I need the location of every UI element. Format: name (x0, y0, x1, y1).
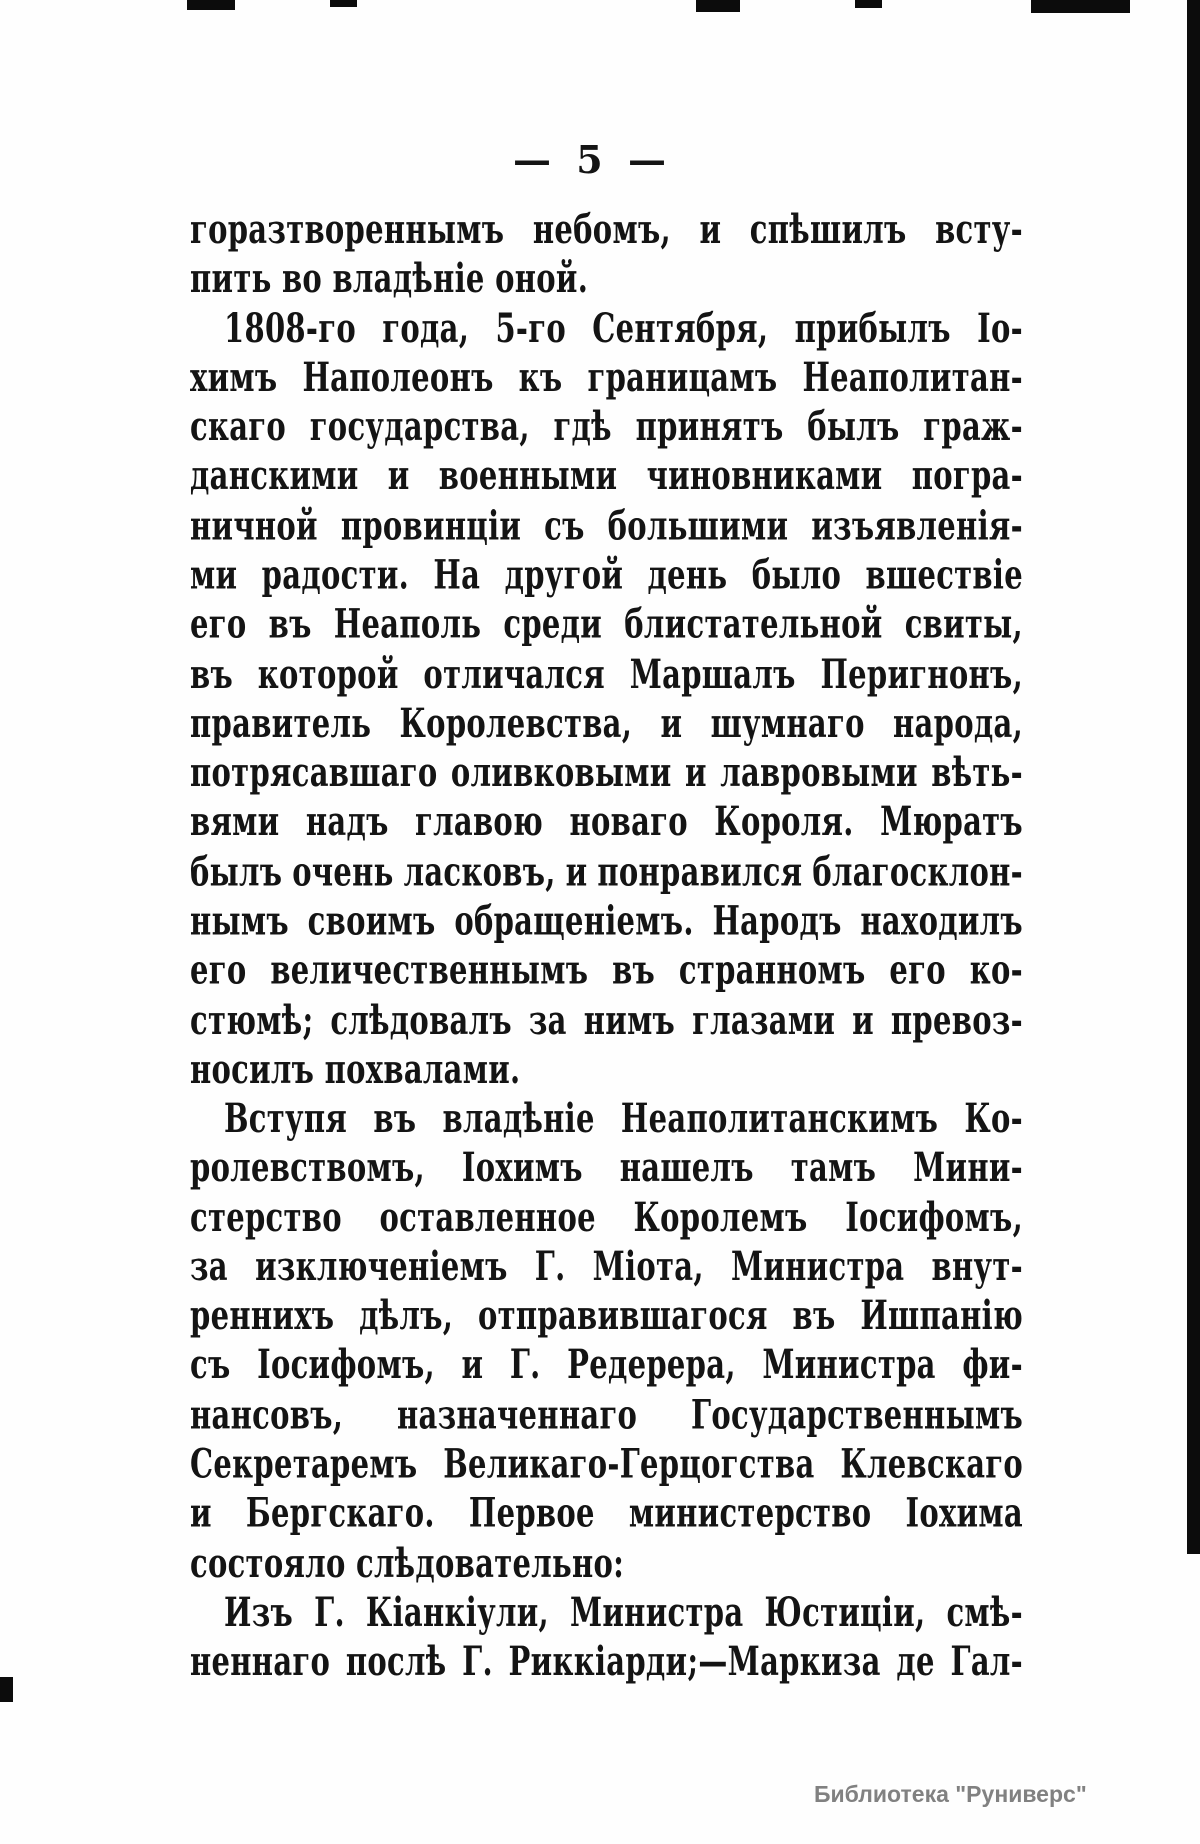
text-line: неннаго послѣ Г. Риккіарди;—Маркиза де Гал- (190, 1637, 1023, 1686)
text-line: носилъ похвалами. (190, 1044, 521, 1093)
page-text-block (190, 205, 1023, 1687)
scan-edge-mark (1187, 0, 1200, 1554)
text-line: Вступя въ владѣніе Неаполитанскимъ Ко- (224, 1094, 1023, 1142)
text-line: потрясавшаго оливковыми и лавровыми вѣть- (190, 748, 1023, 796)
text-line: ми радости. На другой день было вшествіе (190, 550, 1023, 599)
text-line: ничной провинціи съ большими изъявленія- (190, 501, 1023, 549)
text-line: Изъ Г. Кіанкіули, Министра Юстиціи, смѣ- (224, 1588, 1023, 1636)
text-line: его въ Неаполь среди блистательной свиты, (190, 600, 1023, 648)
text-line: пить во владѣніе оной. (190, 254, 589, 302)
text-line: химъ Наполеонъ къ границамъ Неаполитан- (190, 353, 1023, 401)
text-line: былъ очень ласковъ, и понравился благосклон- (190, 847, 1023, 895)
scan-edge-mark (855, 0, 882, 8)
text-line: ролевствомъ, Іохимъ нашелъ тамъ Мини- (190, 1143, 1023, 1192)
text-line: состояло слѣдовательно: (190, 1538, 625, 1587)
scan-edge-mark (187, 0, 235, 10)
text-line: и Бергскаго. Первое министерство Іохима (190, 1489, 1023, 1537)
text-line: данскими и военными чиновниками погра- (190, 451, 1023, 500)
text-line: въ которой отличался Маршалъ Перигнонъ, (190, 649, 1023, 698)
scan-edge-mark (1031, 0, 1130, 13)
text-line: скаго государства, гдѣ принятъ былъ граж- (190, 402, 1023, 451)
text-line: вями надъ главою новаго Короля. Мюратъ (190, 797, 1023, 846)
scan-edge-mark (696, 0, 740, 12)
text-line: Секретаремъ Великаго-Герцогства Клевскаго (190, 1439, 1023, 1488)
text-line: за изключеніемъ Г. Міота, Министра внут- (190, 1242, 1023, 1290)
text-line: горазтвореннымъ небомъ, и спѣшилъ всту- (190, 205, 1023, 253)
text-line: стюмѣ; слѣдовалъ за нимъ глазами и превоз- (190, 995, 1023, 1043)
scan-edge-mark (330, 0, 357, 7)
library-watermark: Библиотека "Руниверс" (814, 1781, 1087, 1807)
page-number: — 5 — (513, 137, 672, 182)
text-line: нымъ своимъ обращеніемъ. Народъ находилъ (190, 896, 1023, 945)
text-line: его величественнымъ въ странномъ его ко- (190, 945, 1023, 994)
scan-edge-mark (0, 1677, 13, 1702)
text-line: стерство оставленное Королемъ Іосифомъ, (190, 1192, 1023, 1241)
text-line: 1808-го года, 5-го Сентября, прибылъ Іо- (224, 303, 1023, 352)
text-line: съ Іосифомъ, и Г. Редерера, Министра фи- (190, 1341, 1023, 1389)
text-line: правитель Королевства, и шумнаго народа, (190, 698, 1023, 747)
text-line: нансовъ, назначеннаго Государственнымъ (190, 1390, 1023, 1439)
text-line: реннихъ дѣлъ, отправившагося въ Ишпанію (190, 1291, 1023, 1340)
